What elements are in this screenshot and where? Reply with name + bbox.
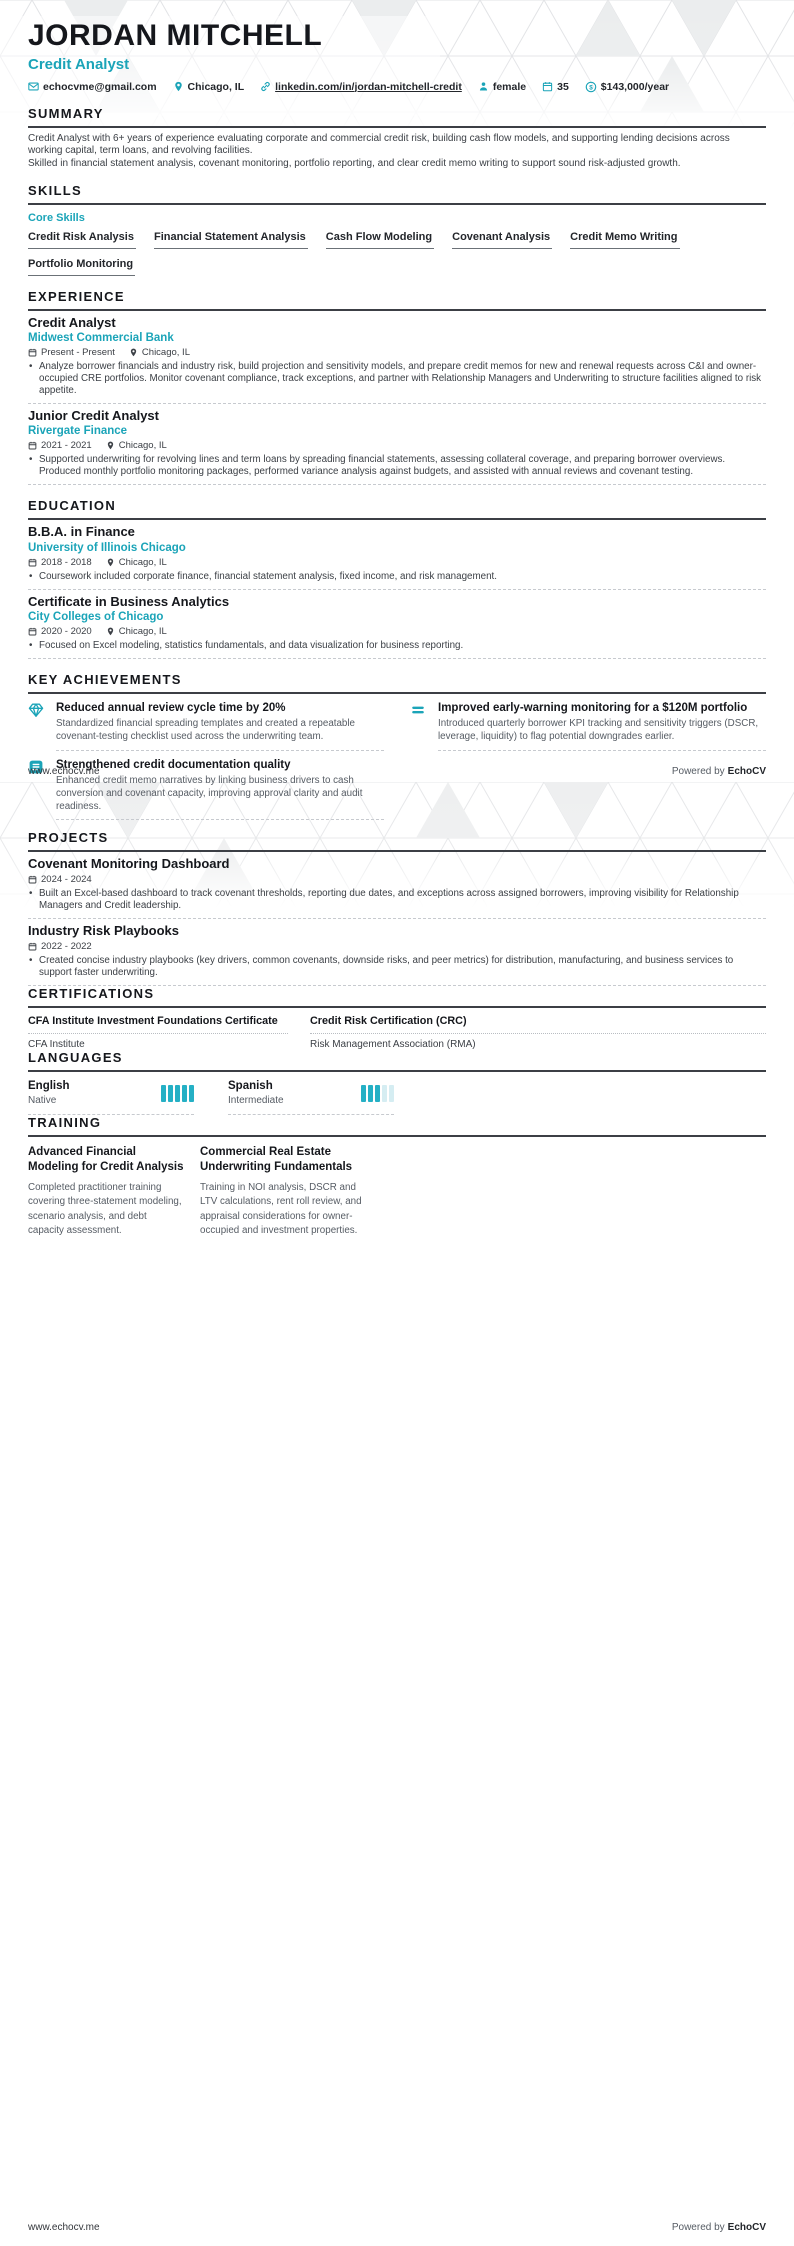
entry-separator — [56, 750, 384, 751]
entry-separator — [28, 403, 766, 404]
project-meta — [28, 941, 766, 952]
skill-item: Credit Risk Analysis — [28, 231, 136, 249]
section-summary — [28, 106, 766, 171]
experience-heading: EXPERIENCE — [28, 289, 766, 311]
achievement-text: Standardized financial spreading templates and created a repeatable covenant-testing checklist used across the underwriting team. — [56, 718, 356, 742]
certification-title: Credit Risk Certification (CRC) — [310, 1015, 766, 1034]
education-date — [28, 557, 92, 568]
experience-date — [28, 347, 115, 358]
footer-brand: EchoCV — [727, 766, 766, 777]
section-key-achievements — [28, 672, 766, 827]
education-date-text: 2020 - 2020 — [41, 625, 92, 637]
experience-title: Credit Analyst — [28, 315, 116, 331]
experience-bullet: • Supported underwriting for revolving lines and term loans by spreading financial statements, assessing collateral coverage, and preparing borrower overviews. Produced monthly portfolio monitoring packages, performed variance analysis against budgets, and assisted with annual reviews and covenant testing. — [28, 454, 766, 478]
training-item — [200, 1145, 370, 1238]
education-school: University of Illinois Chicago — [28, 541, 186, 554]
contact-salary-text: $143,000/year — [600, 80, 670, 93]
projects-heading: PROJECTS — [28, 830, 766, 852]
certification-item — [310, 1015, 766, 1050]
summary-heading: SUMMARY — [28, 106, 766, 128]
project-bullet: • Created concise industry playbooks (key drivers, common covenants, downside risks, and peer metrics) for distribution, manufacturing, and business services to support faster underwriting. — [28, 955, 766, 979]
skill-item: Credit Memo Writing — [570, 231, 679, 249]
skill-group-label: Core Skills — [28, 212, 85, 225]
education-location — [106, 626, 167, 637]
footer-site-link[interactable]: www.echocv.me — [28, 2222, 100, 2233]
skill-item: Covenant Analysis — [452, 231, 552, 249]
entry-separator — [28, 589, 766, 590]
location-pin-icon — [173, 81, 184, 92]
project-date-text: 2022 - 2022 — [41, 941, 92, 953]
experience-title: Junior Credit Analyst — [28, 408, 159, 424]
achievement-text: Enhanced credit memo narratives by linking business drivers to cash conversion and covenant capacity, improving approval clarity and audit readiness. — [56, 775, 363, 812]
project-entry — [28, 924, 766, 986]
training-title: Commercial Real Estate Underwriting Fundamentals — [200, 1146, 353, 1174]
candidate-name: JORDAN MITCHELL — [28, 19, 323, 52]
experience-meta — [28, 347, 766, 358]
experience-location — [106, 440, 167, 451]
experience-bullets — [28, 361, 766, 397]
education-heading: EDUCATION — [28, 498, 766, 520]
education-bullet: • Coursework included corporate finance, financial statement analysis, fixed income, and risk management. — [28, 571, 766, 583]
contact-age-text: 35 — [557, 80, 569, 93]
language-item — [228, 1080, 394, 1115]
diamond-icon — [28, 702, 44, 718]
calendar-icon — [28, 627, 37, 636]
achievement-title: Improved early-warning monitoring for a $120M portfolio — [438, 701, 748, 714]
calendar-icon — [28, 942, 37, 951]
achievements-column-right — [410, 701, 766, 758]
languages-heading: LANGUAGES — [28, 1050, 766, 1072]
contact-linkedin-link[interactable] — [260, 81, 462, 93]
education-location — [106, 557, 167, 568]
skill-item: Financial Statement Analysis — [154, 231, 308, 249]
footer-powered-prefix: Powered by — [671, 2222, 725, 2233]
contact-age — [542, 81, 569, 93]
training-heading: TRAINING — [28, 1115, 766, 1137]
salary-icon — [585, 81, 597, 93]
achievements-heading: KEY ACHIEVEMENTS — [28, 672, 766, 694]
section-certifications — [28, 986, 766, 1050]
svg-text:$: $ — [589, 83, 593, 91]
project-date — [28, 874, 92, 885]
calendar-icon — [542, 81, 553, 92]
skill-item: Cash Flow Modeling — [326, 231, 434, 249]
language-name: Spanish — [228, 1080, 273, 1093]
location-pin-icon — [106, 441, 115, 450]
experience-location-text: Chicago, IL — [141, 347, 190, 359]
education-degree: Certificate in Business Analytics — [28, 593, 230, 609]
language-proficiency-bars — [361, 1085, 394, 1102]
skills-heading: SKILLS — [28, 183, 766, 205]
location-pin-icon — [129, 348, 138, 357]
person-icon — [478, 81, 489, 92]
education-entry — [28, 595, 766, 659]
achievements-grid — [28, 701, 766, 827]
education-location-text: Chicago, IL — [118, 625, 167, 637]
contact-gender-text: female — [492, 80, 527, 93]
calendar-icon — [28, 348, 37, 357]
contact-gender — [478, 81, 526, 93]
project-title: Industry Risk Playbooks — [28, 923, 179, 939]
achievement-title: Strengthened credit documentation quality — [56, 758, 291, 771]
experience-bullets — [28, 454, 766, 478]
education-date — [28, 626, 92, 637]
experience-entry — [28, 316, 766, 404]
language-level: Intermediate — [228, 1095, 284, 1107]
summary-paragraph: Skilled in financial statement analysis, covenant monitoring, portfolio reporting, and clear credit memo writing to support sound risk-adjusted growth. — [28, 157, 681, 169]
entry-separator — [28, 658, 766, 659]
entry-separator — [28, 918, 766, 919]
training-text: Completed practitioner training covering three-statement modeling, scenario analysis, and debt capacity assessment. — [28, 1182, 182, 1236]
entry-separator — [56, 819, 384, 820]
section-skills — [28, 183, 766, 276]
project-entry — [28, 857, 766, 919]
section-education — [28, 498, 766, 658]
languages-grid — [28, 1080, 766, 1115]
footer-brand: EchoCV — [727, 2222, 766, 2233]
contact-location — [173, 81, 245, 93]
section-projects — [28, 830, 766, 986]
certifications-grid — [28, 1015, 766, 1050]
education-degree: B.B.A. in Finance — [28, 524, 135, 540]
resume-header — [28, 20, 766, 93]
page-footer — [28, 2222, 766, 2233]
footer-powered-prefix: Powered by — [671, 766, 725, 777]
summary-paragraph: Credit Analyst with 6+ years of experience evaluating corporate and commercial credit risk, building cash flow models, and supporting lending decisions across working capital, term loans, and revolving facilities. — [28, 132, 730, 156]
education-entry — [28, 525, 766, 589]
section-training — [28, 1115, 766, 1238]
education-meta — [28, 626, 766, 637]
education-meta — [28, 557, 766, 568]
section-languages — [28, 1050, 766, 1115]
contact-linkedin-text: linkedin.com/in/jordan-mitchell-credit — [275, 80, 462, 93]
training-item — [28, 1145, 184, 1238]
project-date-text: 2024 - 2024 — [41, 874, 92, 886]
page-footer — [28, 766, 766, 777]
contact-email-text: echocvme@gmail.com — [43, 80, 157, 93]
education-bullets — [28, 640, 766, 652]
certification-issuer: Risk Management Association (RMA) — [310, 1039, 476, 1051]
contact-email — [28, 81, 157, 93]
section-experience — [28, 289, 766, 485]
project-date — [28, 941, 92, 952]
training-grid — [28, 1145, 766, 1238]
achievement-item — [410, 701, 766, 751]
entry-separator — [28, 484, 766, 485]
email-icon — [28, 81, 39, 92]
experience-entry — [28, 409, 766, 485]
language-level: Native — [28, 1095, 57, 1107]
contact-salary — [585, 81, 669, 93]
project-title: Covenant Monitoring Dashboard — [28, 856, 230, 871]
training-text: Training in NOI analysis, DSCR and LTV calculations, rent roll review, and appraisal considerations for owner-occupied and investment properties. — [200, 1182, 362, 1236]
project-bullets — [28, 955, 766, 979]
job-title: Credit Analyst — [28, 55, 130, 73]
certification-item — [28, 1015, 288, 1050]
education-date-text: 2018 - 2018 — [41, 556, 92, 568]
achievement-title: Reduced annual review cycle time by 20% — [56, 701, 286, 714]
location-pin-icon — [106, 627, 115, 636]
equals-icon — [410, 702, 426, 718]
link-icon — [260, 81, 271, 92]
entry-separator — [438, 750, 766, 751]
contact-location-text: Chicago, IL — [187, 80, 245, 93]
experience-bullet: • Analyze borrower financials and industry risk, build projection and sensitivity models, and prepare credit memos for new and renewal requests across C&I and owner-occupied CRE portfolios. Monitor covenant compliance, track exceptions, and partner with Relationship Managers and Underwriting to structure facilities aligned to risk appetite. — [28, 361, 766, 397]
experience-location-text: Chicago, IL — [118, 440, 167, 452]
education-location-text: Chicago, IL — [118, 556, 167, 568]
experience-location — [129, 347, 190, 358]
achievements-column-left — [28, 701, 384, 827]
certifications-heading: CERTIFICATIONS — [28, 986, 766, 1008]
certification-title: CFA Institute Investment Foundations Certificate — [28, 1015, 288, 1034]
achievement-item — [28, 701, 384, 751]
education-bullet: • Focused on Excel modeling, statistics fundamentals, and data visualization for business reporting. — [28, 640, 766, 652]
language-name: English — [28, 1080, 70, 1093]
experience-date-text: 2021 - 2021 — [41, 440, 92, 452]
footer-powered — [672, 766, 766, 777]
project-bullets — [28, 888, 766, 912]
skill-list — [28, 231, 766, 276]
calendar-icon — [28, 875, 37, 884]
education-school: City Colleges of Chicago — [28, 610, 164, 623]
achievement-text: Introduced quarterly borrower KPI tracking and sensitivity triggers (DSCR, leverage, liquidity) to flag potential downgrades earlier. — [438, 718, 759, 742]
project-bullet: • Built an Excel-based dashboard to track covenant thresholds, reporting due dates, and exceptions across assigned borrowers, improving visibility for Relationship Managers and Credit leadership. — [28, 888, 766, 912]
location-pin-icon — [106, 558, 115, 567]
language-item — [28, 1080, 194, 1115]
skill-item: Portfolio Monitoring — [28, 258, 135, 276]
calendar-icon — [28, 441, 37, 450]
experience-date — [28, 440, 92, 451]
language-proficiency-bars — [161, 1085, 194, 1102]
experience-company: Midwest Commercial Bank — [28, 332, 174, 345]
training-title: Advanced Financial Modeling for Credit Analysis — [28, 1146, 184, 1174]
page-2 — [0, 830, 794, 1238]
certification-issuer: CFA Institute — [28, 1039, 85, 1051]
contact-row — [28, 81, 766, 93]
experience-company: Rivergate Finance — [28, 425, 128, 438]
footer-site-link[interactable]: www.echocv.me — [28, 766, 100, 777]
project-meta — [28, 874, 766, 885]
experience-meta — [28, 440, 766, 451]
experience-date-text: Present - Present — [41, 347, 115, 359]
calendar-icon — [28, 558, 37, 567]
education-bullets — [28, 571, 766, 583]
footer-powered — [672, 2222, 766, 2233]
page-1 — [0, 0, 794, 827]
